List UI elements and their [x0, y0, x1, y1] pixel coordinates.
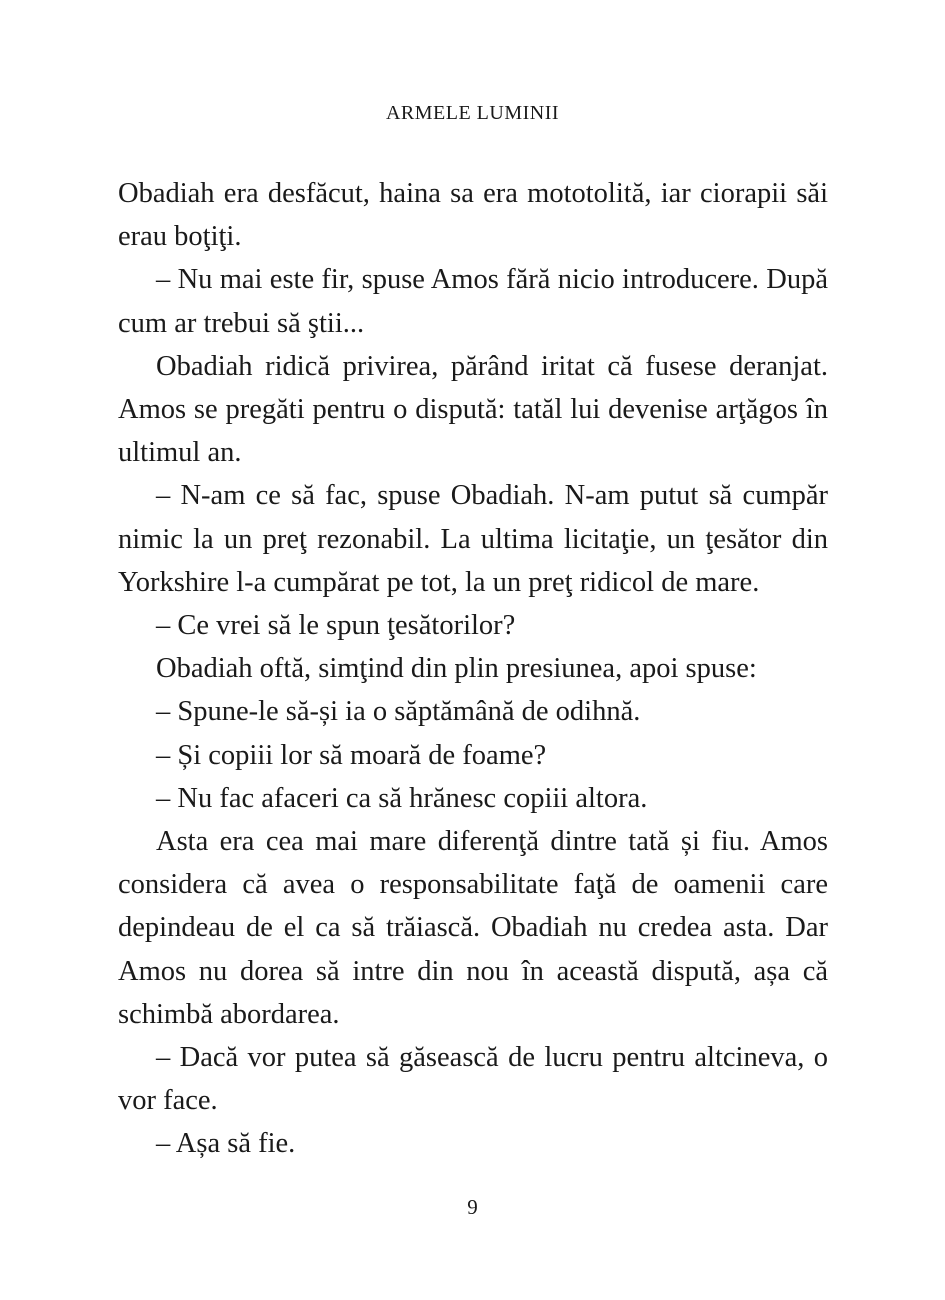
paragraph: – N-am ce să fac, spuse Obadiah. N-am putut să cumpăr nimic la un preţ rezonabil. La ultima licitaţie, un ţesător din Yorkshire l-a cumpărat pe tot, la un preţ ridicol de mare. [118, 480, 828, 598]
paragraph: – Și copiii lor să moară de foame? [156, 739, 547, 771]
paragraph: Obadiah ridică privirea, părând iritat că fusese deranjat. Amos se pregăti pentru o dispută: tatăl lui devenise arţăgos în ultimul an. [118, 350, 828, 469]
paragraph: – Așa să fie. [156, 1128, 296, 1160]
page-number: 9 [467, 1195, 478, 1219]
paragraph: – Spune-le să-și ia o săptămână de odihnă. [156, 696, 641, 728]
paragraph: Obadiah oftă, simţind din plin presiunea, apoi spuse: [156, 653, 757, 685]
paragraph: Obadiah era desfăcut, haina sa era mototolită, iar ciorapii săi erau boţiţi. [118, 178, 828, 253]
body-text [118, 172, 828, 1166]
running-head-title: ARMELE LUMINII [385, 102, 560, 124]
paragraph: – Nu mai este fir, spuse Amos fără nicio introducere. După cum ar trebui să ştii... [118, 264, 828, 339]
paragraph: Asta era cea mai mare diferenţă dintre tată și fiu. Amos considera că avea o responsabilitate faţă de oamenii care depindeau de el ca să trăiască. Obadiah nu credea asta. Dar Amos nu dorea să intre din nou în această dispută, așa că schimbă abordarea. [118, 826, 828, 1030]
paragraph: – Ce vrei să le spun ţesătorilor? [156, 610, 516, 642]
paragraph: – Dacă vor putea să găsească de lucru pentru altcineva, o vor face. [118, 1042, 828, 1117]
paragraph: – Nu fac afaceri ca să hrănesc copiii altora. [156, 782, 648, 814]
